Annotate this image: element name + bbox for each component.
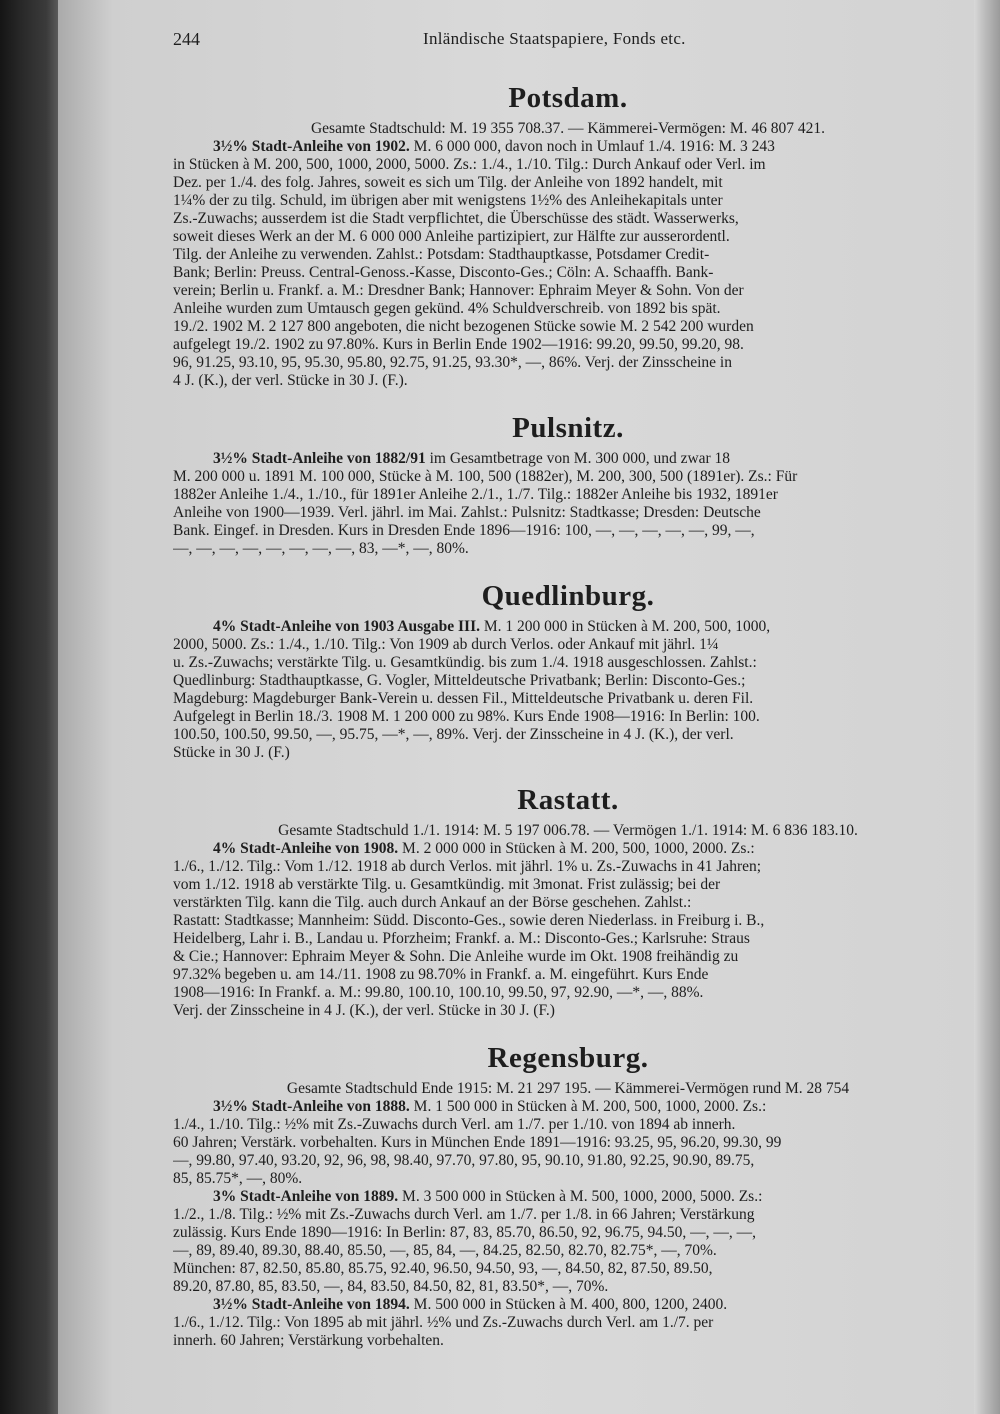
bond-text-line: 89.20, 87.80, 85, 83.50, —, 84, 83.50, 84.50, 82, 81, 83.50*, —, 70%. <box>173 1278 609 1295</box>
bond-text-line: Magdeburg: Magdeburger Bank-Verein u. dessen Fil., Mitteldeutsche Privatbank u. deren Fil. <box>173 690 754 707</box>
bond-text-line: Heidelberg, Lahr i. B., Landau u. Pforzheim; Frankf. a. M.: Disconto-Ges.; Karlsruhe: Straus <box>173 930 750 947</box>
bond-text: M. 1 500 000 in Stücken à M. 200, 500, 1000, 2000. Zs.: <box>413 1098 767 1115</box>
bond-text-line: Stücke in 30 J. (F.) <box>173 744 290 761</box>
bond-text-line: in Stücken à M. 200, 500, 1000, 2000, 5000. Zs.: 1./4., 1./10. Tilg.: Durch Ankauf oder Verl. im <box>173 156 766 173</box>
bond-text-line: M. 200 000 u. 1891 M. 100 000, Stücke à M. 100, 500 (1882er), M. 200, 300, 500 (1891er). Zs.: Für <box>173 468 798 485</box>
bond-text-line: & Cie.; Hannover: Ephraim Meyer & Sohn. Die Anleihe wurde im Okt. 1908 freihändig zu <box>173 948 739 965</box>
bond-text-line: soweit dieses Werk an der M. 6 000 000 Anleihe partizipiert, zur Hälfte zur ausserordentl. <box>173 228 730 245</box>
bond-entry <box>173 138 963 390</box>
bond-text-line: Bank. Eingef. in Dresden. Kurs in Dresden Ende 1896—1916: 100, —, —, —, —, —, 99, —, <box>173 522 755 539</box>
bond-text-line <box>173 1296 963 1314</box>
page-number: 244 <box>173 29 200 49</box>
city-heading: Regensburg. <box>487 1042 649 1074</box>
bond-text-line: Anleihe von 1900—1939. Verl. jährl. im Mai. Zahlst.: Pulsnitz: Stadtkasse; Dresden: Deutsche <box>173 504 761 521</box>
bond-text-line: 4 J. (K.), der verl. Stücke in 30 J. (F.). <box>173 372 408 389</box>
bond-text-line: 60 Jahren; Verstärk. vorbehalten. Kurs in München Ende 1891—1916: 93.25, 95, 96.20, 99.30, 99 <box>173 1134 782 1151</box>
city-section <box>173 580 963 762</box>
bond-title: 4% Stadt-Anleihe von 1903 Ausgabe III. <box>213 618 480 635</box>
bond-text-line: u. Zs.-Zuwachs; verstärkte Tilg. u. Gesamtkündig. bis zum 1./4. 1918 ausgeschlossen. Zahlst.: <box>173 654 757 671</box>
bond-text-line: Bank; Berlin: Preuss. Central-Genoss.-Kasse, Disconto-Ges.; Cöln: A. Schaaffh. Bank- <box>173 264 714 281</box>
bond-text-line: 2000, 5000. Zs.: 1./4., 1./10. Tilg.: Von 1909 ab durch Verlos. oder Ankauf mit jährl. 1¼ <box>173 636 719 653</box>
bond-text-line <box>173 1188 963 1206</box>
bond-entry <box>173 1098 963 1188</box>
bond-text-line: zulässig. Kurs Ende 1890—1916: In Berlin: 87, 83, 85.70, 86.50, 92, 96.75, 94.50, —, —, —, <box>173 1224 756 1241</box>
bond-text-line: —, 99.80, 97.40, 93.20, 92, 96, 98, 98.40, 97.70, 97.80, 95, 90.10, 91.80, 92.25, 90.90, 89.75, <box>173 1152 755 1169</box>
bond-text-line: Dez. per 1./4. des folg. Jahres, soweit es sich um Tilg. der Anleihe von 1892 handelt, mit <box>173 174 723 191</box>
city-section <box>173 412 963 558</box>
bond-entry <box>173 450 963 558</box>
city-section <box>173 784 963 1020</box>
bond-text-line: 1./4., 1./10. Tilg.: ½% mit Zs.-Zuwachs durch Verl. am 1./7. per 1./10. von 1894 ab innerh. <box>173 1116 736 1133</box>
bond-text-line: 1¼% der zu tilg. Schuld, im übrigen aber mit wenigstens 1½% des Anleihekapitals unter <box>173 192 723 209</box>
next-page-edge <box>974 0 1000 1414</box>
bond-text: M. 2 000 000 in Stücken à M. 200, 500, 1000, 2000. Zs.: <box>402 840 755 857</box>
bond-text-line <box>173 450 963 468</box>
bond-text-line: vom 1./12. 1918 ab verstärkte Tilg. u. Gesamtkündig. mit 3monat. Frist zulässig; bei der <box>173 876 721 893</box>
bond-text: M. 500 000 in Stücken à M. 400, 800, 1200, 2400. <box>413 1296 728 1313</box>
bond-text-line: —, 89, 89.40, 89.30, 88.40, 85.50, —, 85, 84, —, 84.25, 82.50, 82.70, 82.75*, —, 70%. <box>173 1242 717 1259</box>
document-page <box>58 0 974 1414</box>
bond-text: im Gesamtbetrage von M. 300 000, und zwar 18 <box>429 450 731 467</box>
book-spine <box>0 0 58 1414</box>
bond-title: 3½% Stadt-Anleihe von 1902. <box>213 138 410 155</box>
bond-text-line: Tilg. der Anleihe zu verwenden. Zahlst.: Potsdam: Stadthauptkasse, Potsdamer Credit- <box>173 246 710 263</box>
city-heading: Quedlinburg. <box>481 580 655 612</box>
bond-text: M. 3 500 000 in Stücken à M. 500, 1000, 2000, 5000. Zs.: <box>402 1188 763 1205</box>
bond-text-line: 97.32% begeben u. am 14./11. 1908 zu 98.70% in Frankf. a. M. eingeführt. Kurs Ende <box>173 966 709 983</box>
bond-text-line: verein; Berlin u. Frankf. a. M.: Dresdner Bank; Hannover: Ephraim Meyer & Sohn. Von der <box>173 282 744 299</box>
bond-text-line: aufgelegt 19./2. 1902 zu 97.80%. Kurs in Berlin Ende 1902—1916: 99.20, 99.50, 99.20, 98. <box>173 336 744 353</box>
bond-text-line: 1882er Anleihe 1./4., 1./10., für 1891er Anleihe 2./1., 1./7. Tilg.: 1882er Anleihe bis 1932, 1891er <box>173 486 778 503</box>
running-title: Inländische Staatspapiere, Fonds etc. <box>423 29 686 48</box>
city-heading: Potsdam. <box>508 82 628 114</box>
sections-container <box>173 82 963 1350</box>
bond-text-line: 85, 85.75*, —, 80%. <box>173 1170 303 1187</box>
bond-title: 3½% Stadt-Anleihe von 1882/91 <box>213 450 426 467</box>
bond-text: M. 1 200 000 in Stücken à M. 200, 500, 1000, <box>483 618 771 635</box>
bond-text-line: Rastatt: Stadtkasse; Mannheim: Südd. Disconto-Ges., sowie deren Niederlass. in Freiburg i. B., <box>173 912 765 929</box>
bond-text-line: 19./2. 1902 M. 2 127 800 angeboten, die nicht bezogenen Stücke sowie M. 2 542 200 wurden <box>173 318 754 335</box>
bond-text-line: Zs.-Zuwachs; ausserdem ist die Stadt verpflichtet, die Überschüsse des städt. Wasserwerks, <box>173 210 739 227</box>
bond-title: 4% Stadt-Anleihe von 1908. <box>213 840 399 857</box>
page-content <box>173 30 963 1372</box>
bond-entry <box>173 1296 963 1350</box>
bond-text-line: innerh. 60 Jahren; Verstärkung vorbehalten. <box>173 1332 444 1349</box>
bond-text-line: 96, 91.25, 93.10, 95, 95.30, 95.80, 92.75, 91.25, 93.30*, —, 86%. Verj. der Zinsscheine in <box>173 354 732 371</box>
bond-title: 3% Stadt-Anleihe von 1889. <box>213 1188 399 1205</box>
bond-text-line: verstärkten Tilg. kann die Tilg. auch durch Ankauf an der Börse geschehen. Zahlst.: <box>173 894 692 911</box>
bond-entry <box>173 618 963 762</box>
bond-text-line: Quedlinburg: Stadthauptkasse, G. Vogler, Mitteldeutsche Privatbank; Berlin: Disconto-Ges.; <box>173 672 746 689</box>
bond-entry <box>173 1188 963 1296</box>
bond-title: 3½% Stadt-Anleihe von 1894. <box>213 1296 410 1313</box>
bond-text: M. 6 000 000, davon noch in Umlauf 1./4. 1916: M. 3 243 <box>413 138 775 155</box>
bond-text-line: —, —, —, —, —, —, —, —, 83, —*, —, 80%. <box>173 540 469 557</box>
bond-text-line: München: 87, 82.50, 85.80, 85.75, 92.40, 96.50, 94.50, 93, —, 84.50, 82, 87.50, 89.50, <box>173 1260 713 1277</box>
bond-text-line: Anleihe wurden zum Umtausch gegen gekünd. 4% Schuldverschreib. von 1892 bis spät. <box>173 300 721 317</box>
running-header <box>173 30 963 48</box>
bond-text-line: 1./2., 1./8. Tilg.: ½% mit Zs.-Zuwachs durch Verl. am 1./7. per 1./8. in 66 Jahren; Verstärkung <box>173 1206 755 1223</box>
bond-text-line: 1908—1916: In Frankf. a. M.: 99.80, 100.10, 100.10, 99.50, 97, 92.90, —*, —, 88%. <box>173 984 704 1001</box>
debt-summary: Gesamte Stadtschuld Ende 1915: M. 21 297 195. — Kämmerei-Vermögen rund M. 28 754 <box>286 1080 850 1097</box>
bond-title: 3½% Stadt-Anleihe von 1888. <box>213 1098 410 1115</box>
bond-text-line: Verj. der Zinsscheine in 4 J. (K.), der verl. Stücke in 30 J. (F.) <box>173 1002 555 1019</box>
bond-text-line <box>173 138 963 156</box>
bond-text-line: 1./6., 1./12. Tilg.: Von 1895 ab mit jährl. ½% und Zs.-Zuwachs durch Verl. am 1./7. per <box>173 1314 714 1331</box>
bond-text-line <box>173 618 963 636</box>
debt-summary: Gesamte Stadtschuld: M. 19 355 708.37. — Kämmerei-Vermögen: M. 46 807 421. <box>310 120 825 137</box>
city-section <box>173 82 963 390</box>
city-section <box>173 1042 963 1350</box>
bond-entry <box>173 840 963 1020</box>
bond-text-line <box>173 840 963 858</box>
bond-text-line: Aufgelegt in Berlin 18./3. 1908 M. 1 200 000 zu 98%. Kurs Ende 1908—1916: In Berlin: 100. <box>173 708 760 725</box>
city-heading: Rastatt. <box>517 784 619 816</box>
bond-text-line <box>173 1098 963 1116</box>
bond-text-line: 1./6., 1./12. Tilg.: Vom 1./12. 1918 ab durch Verlos. mit jährl. 1% u. Zs.-Zuwachs in 41 Jahren; <box>173 858 762 875</box>
debt-summary: Gesamte Stadtschuld 1./1. 1914: M. 5 197 006.78. — Vermögen 1./1. 1914: M. 6 836 183.10. <box>278 822 858 839</box>
city-heading: Pulsnitz. <box>512 412 624 444</box>
bond-text-line: 100.50, 100.50, 99.50, —, 95.75, —*, —, 89%. Verj. der Zinsscheine in 4 J. (K.), der verl. <box>173 726 734 743</box>
